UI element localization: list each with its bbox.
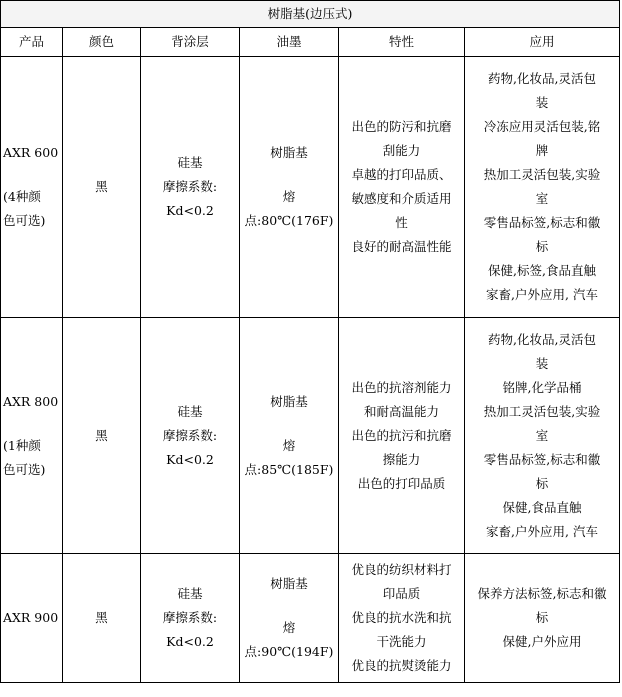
application-line: 热加工灵活包装,实验	[483, 167, 601, 182]
backcoat-line: 硅基	[177, 586, 203, 601]
ink-line: 树脂基	[270, 145, 308, 160]
application-line: 保健,标签,食品直触	[488, 263, 596, 278]
header-backcoat: 背涂层	[141, 28, 240, 57]
application-line: 药物,化妆品,灵活包	[488, 71, 596, 86]
ink-line: 树脂基	[270, 393, 308, 409]
application-line: 零售品标签,标志和徽	[483, 451, 601, 467]
product-color-options: 色可选)	[3, 213, 46, 228]
feature-line: 优良的纺织材料打	[351, 562, 452, 577]
application-line: 标	[535, 475, 549, 491]
feature-line: 出色的抗污和抗磨	[351, 427, 452, 443]
header-features: 特性	[339, 28, 465, 57]
application-line: 零售品标签,标志和徽	[483, 215, 601, 230]
table-header-row	[1, 28, 620, 57]
feature-line: 敏感度和介质适用	[351, 191, 452, 206]
backcoat-cell	[141, 57, 240, 318]
application-line: 药物,化妆品,灵活包	[488, 331, 596, 347]
ink-line: 点:90℃(194F)	[244, 644, 334, 659]
application-line: 装	[535, 95, 549, 110]
ink-cell	[240, 318, 339, 554]
product-name: AXR 800	[3, 393, 59, 409]
backcoat-cell	[141, 554, 240, 683]
table-title-row	[1, 1, 620, 28]
backcoat-cell	[141, 318, 240, 554]
header-product: 产品	[1, 28, 63, 57]
application-line: 家畜,户外应用, 汽车	[486, 287, 598, 302]
backcoat-line: 摩擦系数:	[162, 179, 218, 194]
ink-line: 熔	[282, 437, 296, 453]
features-cell	[339, 57, 465, 318]
feature-line: 干洗能力	[376, 634, 427, 649]
feature-line: 出色的防污和抗磨	[351, 119, 452, 134]
color-cell: 黑	[63, 318, 141, 554]
feature-line: 刮能力	[382, 143, 421, 158]
feature-line: 擦能力	[382, 451, 421, 467]
backcoat-line: Kd<0.2	[166, 634, 214, 649]
color-cell: 黑	[63, 554, 141, 683]
feature-line: 出色的打印品质	[357, 475, 446, 491]
application-line: 牌	[535, 143, 549, 158]
feature-line: 卓越的打印品质、	[351, 167, 452, 182]
product-name: AXR 900	[3, 610, 59, 625]
product-color-options: 色可选)	[3, 461, 46, 477]
application-line: 室	[535, 427, 549, 443]
table-row	[1, 554, 620, 683]
ink-cell	[240, 554, 339, 683]
header-applications: 应用	[465, 28, 620, 57]
product-cell	[1, 57, 63, 318]
features-cell	[339, 318, 465, 554]
application-line: 保健,户外应用	[502, 634, 582, 649]
ink-line: 点:85℃(185F)	[244, 461, 334, 477]
applications-cell	[465, 554, 620, 683]
application-line: 标	[535, 610, 549, 625]
ink-line: 熔	[282, 189, 296, 204]
features-cell	[339, 554, 465, 683]
product-cell	[1, 554, 63, 683]
header-ink: 油墨	[240, 28, 339, 57]
product-color-options: (1种颜	[3, 437, 41, 453]
application-line: 热加工灵活包装,实验	[483, 403, 601, 419]
table-row	[1, 318, 620, 554]
backcoat-line: 硅基	[177, 155, 203, 170]
ink-cell	[240, 57, 339, 318]
application-line: 家畜,户外应用, 汽车	[486, 523, 598, 539]
feature-line: 优良的抗水洗和抗	[351, 610, 452, 625]
backcoat-line: 摩擦系数:	[162, 427, 218, 443]
feature-line: 印品质	[382, 586, 421, 601]
backcoat-line: Kd<0.2	[166, 451, 214, 467]
application-line: 室	[535, 191, 549, 206]
application-line: 保养方法标签,标志和徽	[477, 586, 607, 601]
ink-line: 熔	[282, 620, 296, 635]
header-color: 颜色	[63, 28, 141, 57]
application-line: 装	[535, 355, 549, 371]
application-line: 铭牌,化学品桶	[502, 379, 582, 395]
color-cell: 黑	[63, 57, 141, 318]
application-line: 标	[535, 239, 549, 254]
ink-line: 点:80℃(176F)	[244, 213, 334, 228]
table-title: 树脂基(边压式)	[1, 1, 620, 28]
ink-line: 树脂基	[270, 576, 308, 591]
backcoat-line: 摩擦系数:	[162, 610, 218, 625]
table-row	[1, 57, 620, 318]
feature-line: 良好的耐高温性能	[351, 239, 452, 254]
feature-line: 优良的抗熨烫能力	[351, 658, 452, 673]
feature-line: 出色的抗溶剂能力	[351, 379, 452, 395]
applications-cell	[465, 57, 620, 318]
product-cell	[1, 318, 63, 554]
product-color-options: (4种颜	[3, 189, 41, 204]
feature-line: 性	[395, 215, 408, 230]
applications-cell	[465, 318, 620, 554]
feature-line: 和耐高温能力	[363, 403, 439, 419]
application-line: 保健,食品直触	[502, 499, 582, 515]
application-line: 冷冻应用灵活包装,铭	[483, 119, 601, 134]
product-name: AXR 600	[3, 145, 59, 160]
backcoat-line: Kd<0.2	[166, 203, 214, 218]
backcoat-line: 硅基	[177, 403, 203, 419]
